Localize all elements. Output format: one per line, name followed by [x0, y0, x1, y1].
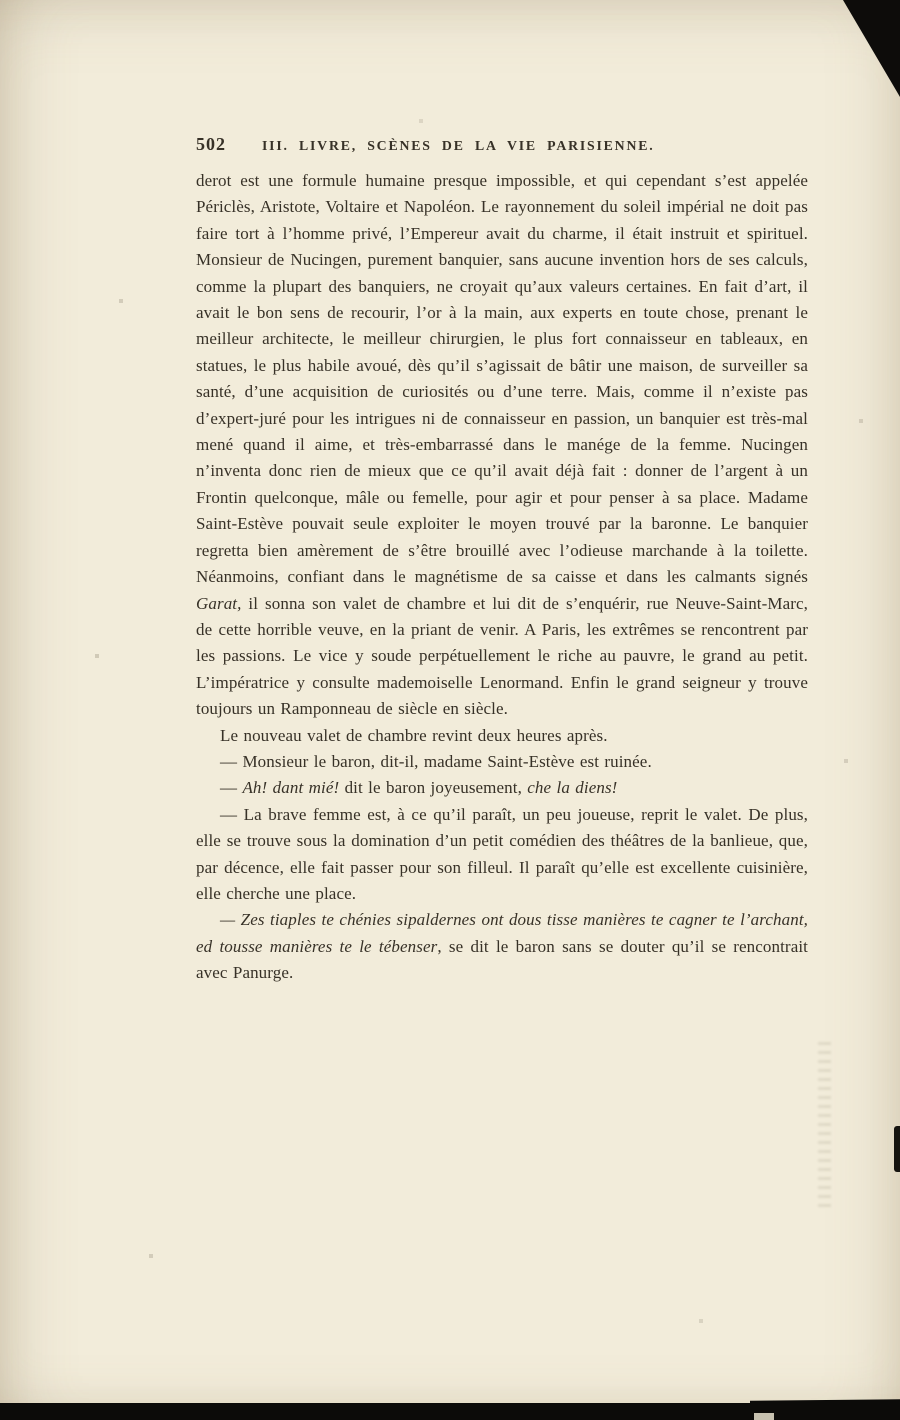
body-text: — — [220, 778, 243, 798]
text-block — [196, 168, 808, 987]
body-text: , se dit le baron sans se douter qu’il se rencontrait avec Panurge. — [196, 936, 808, 983]
body-text: dit le baron joyeusement, — [339, 778, 528, 798]
body-text: derot est une formule humaine presque impossible, et qui cependant s’est appelée Périclès, Aristote, Voltaire et Napoléon. Le rayonnement du soleil impérial ne doit pas faire tort à l’homme privé, l’Empereur avait du charme, il était instruit et spirituel. Monsieur de Nucingen, purement banquier, sans aucune invention hors de ses calculs, comme la plupart des banquiers, ne croyait qu’aux valeurs certaines. En fait d’art, il avait le bon sens de recourir, l’or à la main, aux experts en toute chose, prenant le meilleur architecte, le meilleur chirurgien, le plus fort connaisseur en tableaux, en statues, le plus habile avoué, dès qu’il s’agissait de bâtir une maison, de surveiller sa santé, d’une acquisition de curiosités ou d’une terre. Mais, comme il n’existe pas d’expert-juré pour les intrigues ni de connaisseur en passion, un banquier est très-mal mené quand il aime, et très-embarrassé dans le manége de la femme. Nucingen n’inventa donc rien de mieux que ce qu’il avait déjà fait : donner de l’argent à un Frontin quelconque, mâle ou femelle, pour agir et pour penser à sa place. Madame Saint-Estève pouvait seule exploiter le moyen trouvé par la baronne. Le banquier regretta bien amèrement de s’être brouillé avec l’odieuse marchande à la toilette. Néanmoins, confiant dans le magnétisme de sa caisse et dans les calmants signés — [196, 171, 808, 587]
paragraph — [196, 802, 808, 908]
italic-text: Garat, — [196, 593, 242, 613]
ink-bleed-through-mark — [818, 1042, 831, 1212]
body-text: il sonna son valet de chambre et lui dit de s’enquérir, rue Neuve-Saint-Marc, de cette horrible veuve, en la priant de venir. A Paris, les extrêmes se rencontrent par les passions. Le vice y soude perpétuellement le riche au pauvre, le grand au petit. L’impératrice y consulte mademoiselle Lenormand. Enfin le grand seigneur y trouve toujours un Ramponneau de siècle en siècle. — [196, 593, 808, 719]
scan-artifact-right-edge-mark — [894, 1126, 900, 1172]
italic-text: — Zes tiaples te chénies sipaldernes ont dous tisse manières te cagner te l’archant, ed tousse manières te le tébenser — [196, 910, 808, 956]
page-header — [196, 134, 808, 155]
running-title: III. LIVRE, SCÈNES DE LA VIE PARISIENNE. — [262, 138, 655, 153]
page-number: 502 — [196, 134, 226, 154]
paragraph — [196, 749, 808, 775]
italic-text: che la diens! — [527, 778, 618, 798]
body-text: — La brave femme est, à ce qu’il paraît, un peu joueuse, reprit le valet. De plus, elle se trouve sous la domination d’un petit comédien des théâtres de la banlieue, que, par décence, elle fait passer pour son filleul. Il paraît qu’elle est excellente cuisinière, elle cherche une place. — [196, 804, 808, 903]
italic-text: Ah! dant mié! — [242, 778, 340, 798]
scan-artifact-bottom-notch — [754, 1413, 774, 1420]
body-text: Le nouveau valet de chambre revint deux heures après. — [220, 725, 608, 745]
paragraph — [196, 907, 808, 986]
body-text: — Monsieur le baron, dit-il, madame Saint-Estève est ruinée. — [220, 751, 652, 771]
paragraph — [196, 168, 808, 723]
scan-artifact-top-right-corner — [843, 0, 900, 97]
scan-noise-specks — [0, 0, 2, 2]
paragraph — [196, 723, 808, 749]
paragraph — [196, 775, 808, 801]
